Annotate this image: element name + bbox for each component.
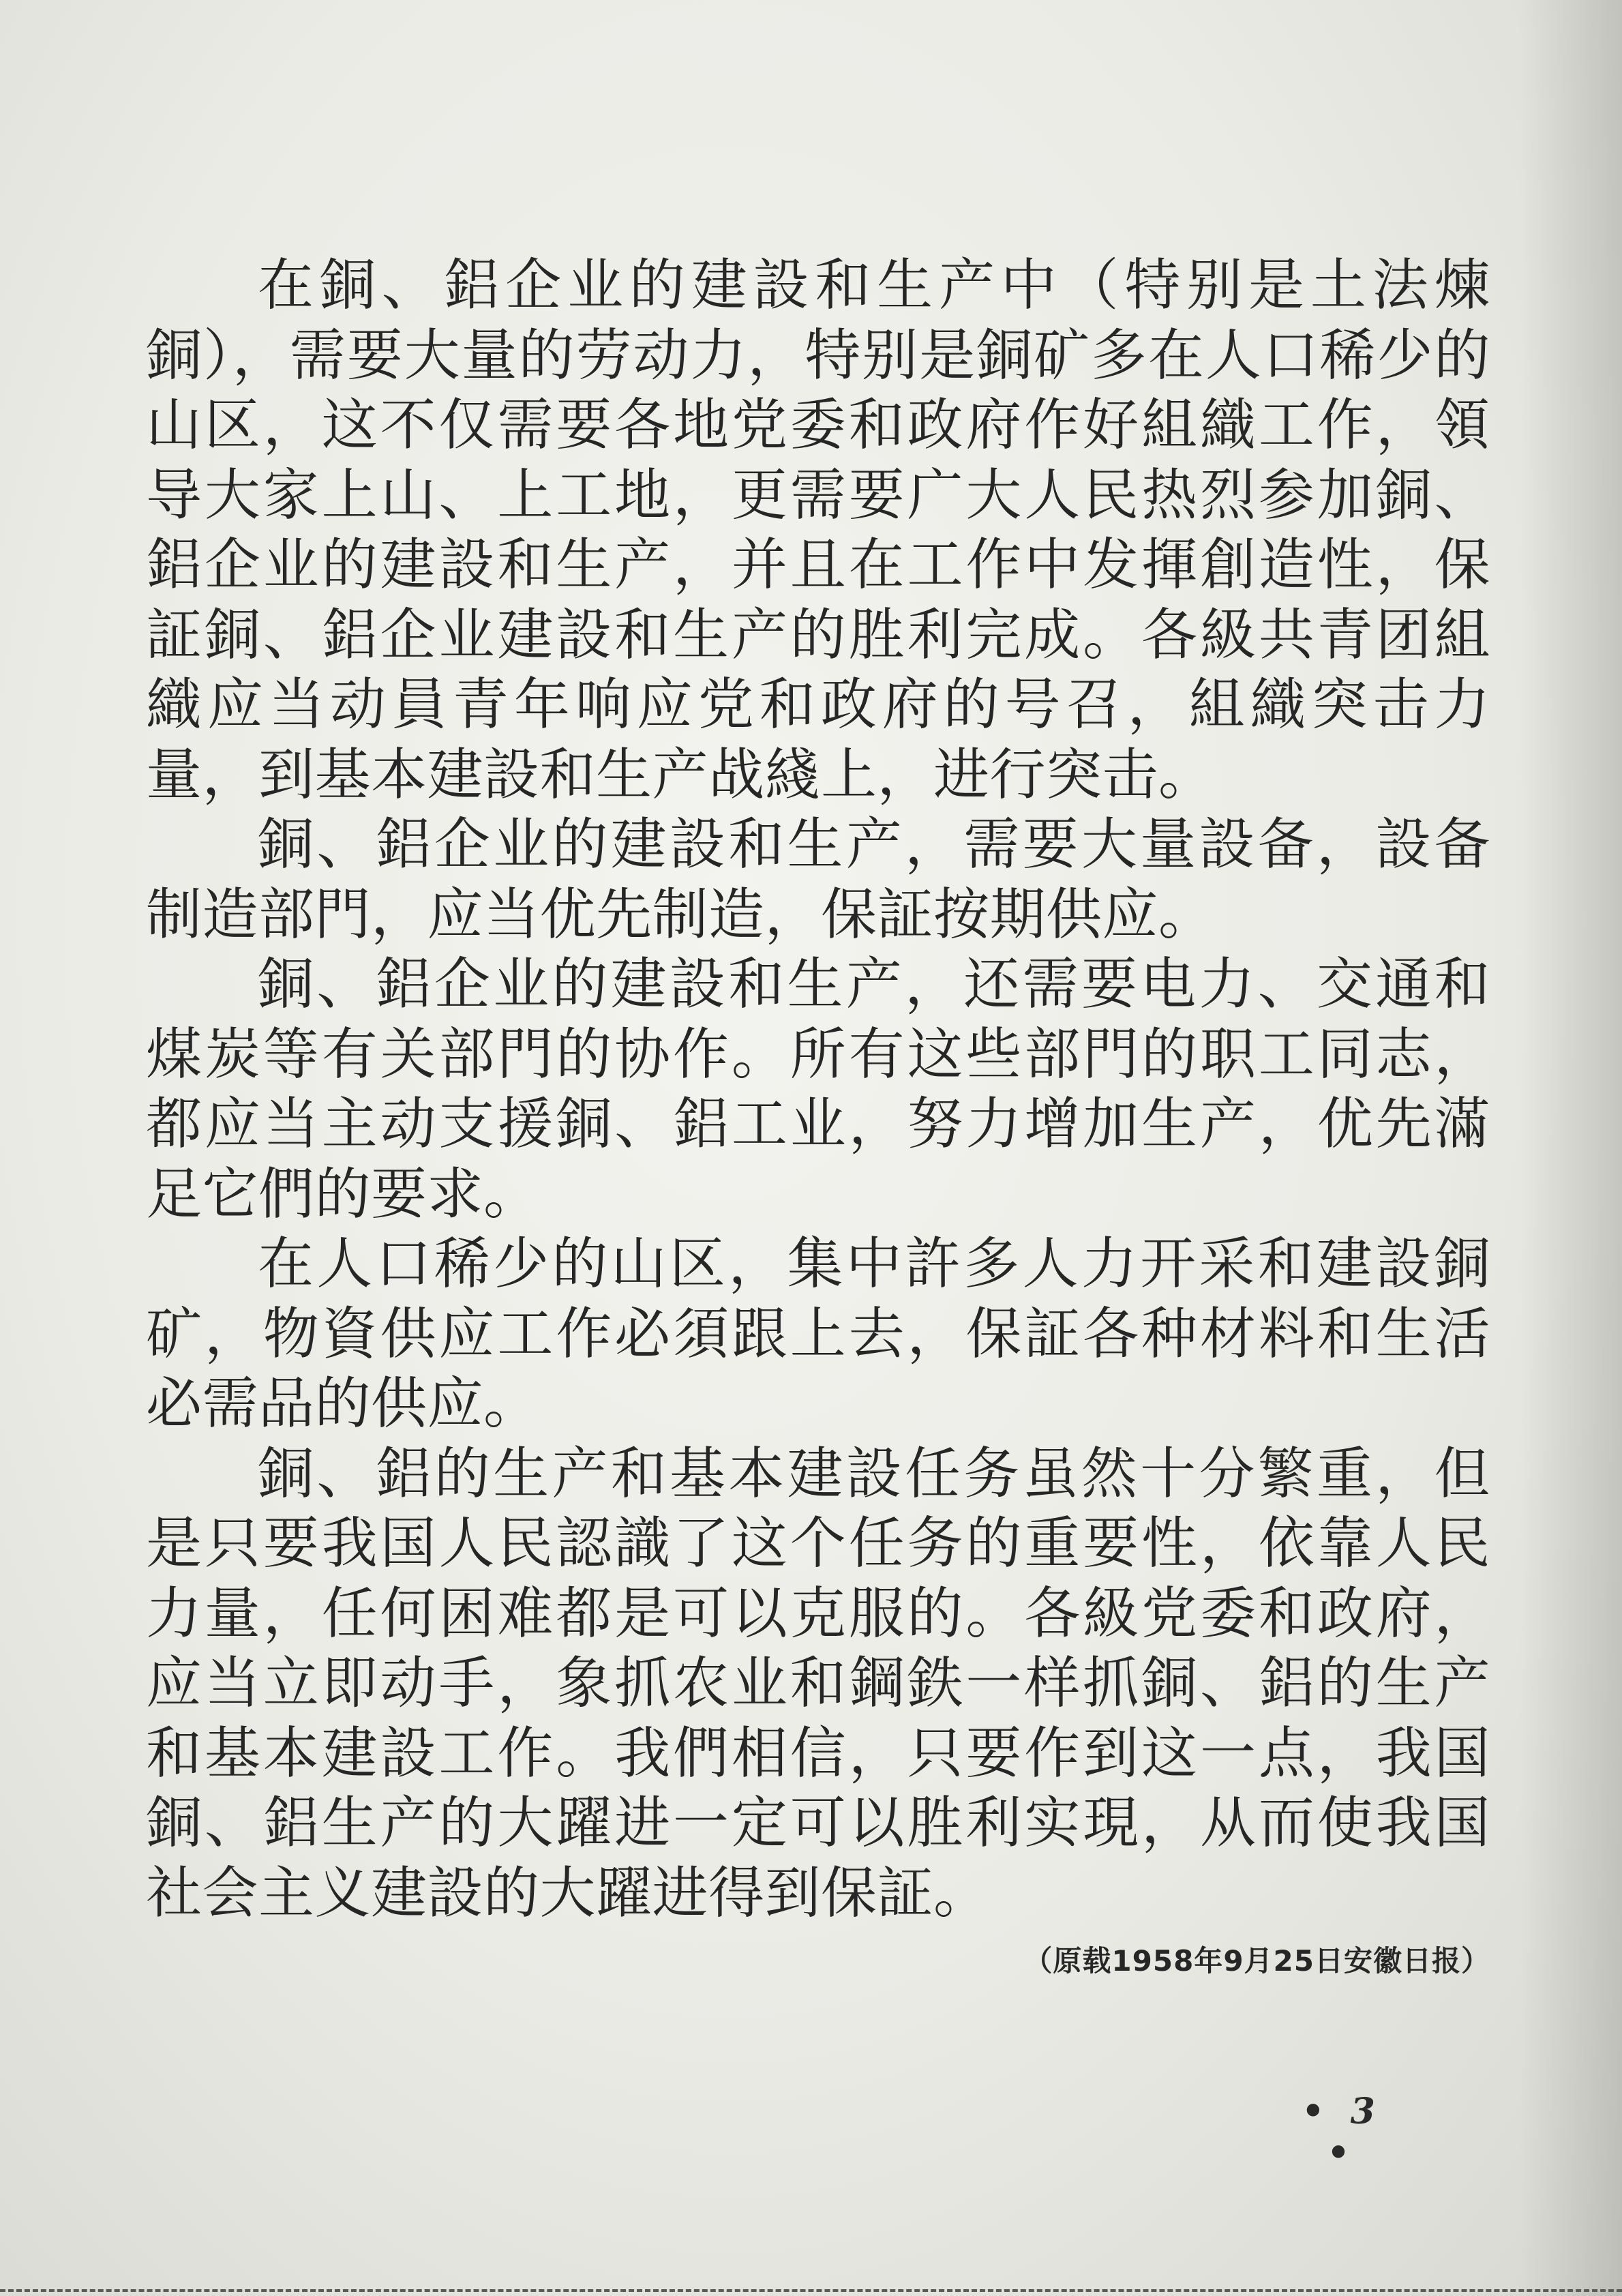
- page-number: • 3 •: [1302, 2091, 1382, 2174]
- paragraph-1: 在銅、鋁企业的建設和生产中（特别是土法煉銅），需要大量的劳动力，特别是銅矿多在人口稀少的山区，这不仅需要各地党委和政府作好組織工作，領导大家上山、上工地，更需要广大人民热烈参加銅、鋁企业的建設和生产，并且在工作中发揮創造性，保証銅、鋁企业建設和生产的胜利完成。各級共青团組織应当动員青年响应党和政府的号召，組織突击力量，到基本建設和生产战綫上，进行突击。: [146, 253, 1490, 807]
- page-edge-shadow: [1520, 0, 1622, 2296]
- paragraph-4: 在人口稀少的山区，集中許多人力开采和建設銅矿，物資供应工作必須跟上去，保証各种材料和生活必需品的供应。: [146, 1232, 1490, 1436]
- paragraph-5: 銅、鋁的生产和基本建設任务虽然十分繁重，但是只要我国人民認識了这个任务的重要性，依靠人民力量，任何困难都是可以克服的。各級党委和政府，应当立即动手，象抓农业和鋼鉄一样抓銅、鋁的生产和基本建設工作。我們相信，只要作到这一点，我国銅、鋁生产的大躍进一定可以胜利实現，从而使我国社会主义建設的大躍进得到保証。: [146, 1441, 1490, 1926]
- paragraph-2: 銅、鋁企业的建設和生产，需要大量設备，設备制造部門，应当优先制造，保証按期供应。: [146, 812, 1490, 947]
- article-body: [146, 251, 1490, 1982]
- paragraph-3: 銅、鋁企业的建設和生产，还需要电力、交通和煤炭等有关部門的协作。所有这些部門的职工同志，都应当主动支援銅、鋁工业，努力增加生产，优先滿足它們的要求。: [146, 952, 1490, 1227]
- bottom-border-rule: [0, 2289, 1622, 2292]
- source-note: （原载1958年9月25日安徽日报）: [1023, 1944, 1490, 1978]
